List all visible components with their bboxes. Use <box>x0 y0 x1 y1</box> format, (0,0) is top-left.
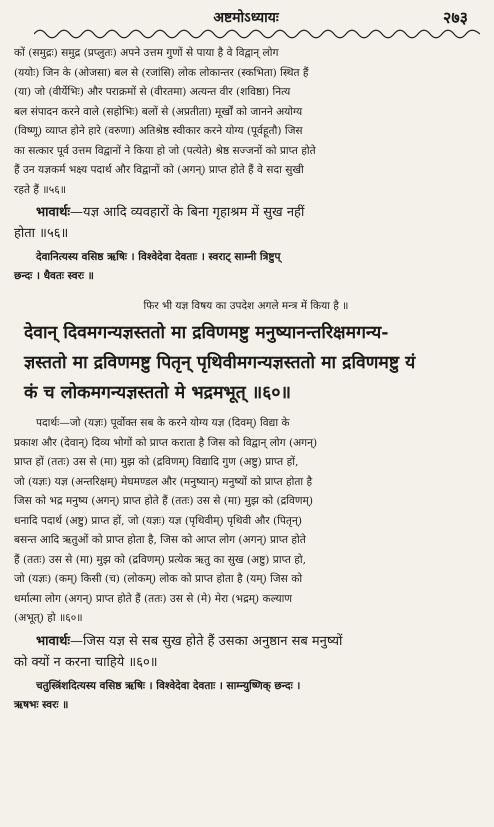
line: (अभूत्) हो ॥६०॥ <box>14 612 83 624</box>
page-header <box>14 4 478 28</box>
mantra-line: कं च लोकमगन्यज्ञस्ततो मे भद्रमभूत् ॥६०॥ <box>24 383 291 403</box>
mantra-line: ज्ञस्ततो मा द्रविणमष्टु पितृन् पृथिवीमगन्यज्ञस्ततो मा द्रविणमष्टु यं <box>24 353 416 373</box>
line: धनादि पदार्थ (अष्टु) प्राप्त हों, जो (यज्ञः) यज्ञ (पृथिवीम्) पृथिवी और (पितृन्) <box>14 514 302 527</box>
meta-line: छन्दः । धैवतः स्वरः ॥ <box>14 270 94 282</box>
line: जो (यज्ञः) (कम्) किसी (च) (लोकम्) लोक को प्राप्त होता है (यम्) जिस को <box>14 573 303 585</box>
ornamental-rule <box>34 28 480 40</box>
intro-line: फिर भी यज्ञ विषय का उपदेश अगले मन्त्र में किया है ॥ <box>143 300 349 312</box>
line: हैं (ततः) उस से (मा) मुझ को (द्रविणम्) प्रत्येक ऋतु का सुख (अष्टु) प्राप्त हो, <box>14 553 306 566</box>
rishi-devata-line <box>14 677 478 715</box>
line: जो (यज्ञः) यज्ञ (अन्तरिक्षम्) मेघमण्डल और (मनुष्यान्) मनुष्यों को प्राप्त होता है <box>14 475 313 488</box>
line: हैं उन यज्ञकर्म भक्ष्य पदार्थ और विद्वानों को (अगन्) प्राप्त होते हैं वे सदा सुखी <box>14 164 304 176</box>
line: रहते हैं ॥५६॥ <box>14 183 67 196</box>
bhavartha-text-end: होता ॥५६॥ <box>14 226 69 241</box>
line: पदार्थः—जो (यज्ञः) पूर्वोक्त सब के करने योग्य यज्ञ (दिवम्) विद्या के <box>36 417 290 429</box>
bhavartha-text: —यज्ञ आदि व्यवहारों के बिना गृहाश्रम में सुख नहीं <box>70 205 305 220</box>
line: (या) जो (वीर्येभिः) और पराक्रमों से (वीरतमा) अत्यन्त वीर (शविष्ठा) नित्य <box>14 86 291 98</box>
page-number: २७३ <box>443 8 468 27</box>
line: बल संपादन करने वाले (सहोभिः) बलों से (अप्रतीता) मूर्खों को जानने अयोग्य <box>14 105 303 118</box>
line: बसन्त आदि ऋतुओं को प्राप्त होता है, जिस को आप्त लोग (अगन्) प्राप्त होते <box>14 534 306 546</box>
line: धर्मात्मा लोग (अगन्) प्राप्त होते हैं (ततः) उस से (मे) मेरा (भद्रम्) कल्याण <box>14 592 293 605</box>
bhavartha-label: भावार्थः <box>36 205 71 220</box>
bhavartha-label: भावार्थः <box>36 633 71 649</box>
bhavartha-text: —जिस यज्ञ से सब सुख होते हैं उसका अनुष्ठान सब मनुष्यों <box>70 633 343 649</box>
bhavartha-1 <box>14 202 478 244</box>
mantra-verse <box>14 318 478 408</box>
running-title: अष्टमोऽध्यायः <box>213 10 279 26</box>
line: कों (समुद्रः) समुद्र (प्रप्लुतः) अपने उत्तम गुणों से पाया है वे विद्वान् लोग <box>14 47 279 59</box>
line: जिस को भद्र मनुष्य (अगन्) प्राप्त होते हैं (ततः) उस से (मा) मुझ को (द्रविणम्) <box>14 495 313 507</box>
meta-line: ऋषभः स्वरः ॥ <box>14 698 69 711</box>
line: (विष्णू) व्याप्त होने हारे (वरुणा) अतिश्रेष्ठ स्वीकार करने योग्य (पूर्वहूतौ) जिस <box>14 125 303 137</box>
meta-line: चतुस्त्रिंशदित्यस्य वसिष्ठ ऋषिः । विश्वेदेवा देवताः । साम्न्युष्णिक् छन्दः । <box>36 679 301 692</box>
line: (ययोः) जिन के (ओजसा) बल से (रजांसि) लोक लोकान्तर (स्कभिता) स्थित हैं <box>14 66 309 79</box>
line: का सत्कार पूर्व उत्तम विद्वानों ने किया हो जो (पत्येते) श्रेष्ठ सज्जनों को प्राप्त होते <box>14 144 316 157</box>
line: प्रकाश और (देवान्) दिव्य भोगों को प्राप्त कराता है जिस को विद्वान् लोग (अगन्) <box>14 436 318 449</box>
rishi-devata-line <box>14 248 478 286</box>
line: प्राप्त हों (ततः) उस से (मा) मुझ को (द्रविणम्) विद्यादि गुण (अष्टु) प्राप्त हों, <box>14 456 299 468</box>
mantra-line: देवान् दिवमगन्यज्ञस्ततो मा द्रविणमष्टु मनुष्यानन्तरिक्षमगन्य- <box>24 323 389 343</box>
section-2 <box>14 414 478 629</box>
section-1 <box>14 44 478 200</box>
meta-line: देवानित्यस्य वसिष्ठ ऋषिः । विश्वेदेवा देवताः । स्वराट् साम्नी त्रिष्टुप् <box>36 251 281 263</box>
bhavartha-2 <box>14 631 478 673</box>
bhavartha-text-end: को क्यों न करना चाहिये ॥६०॥ <box>14 654 158 670</box>
